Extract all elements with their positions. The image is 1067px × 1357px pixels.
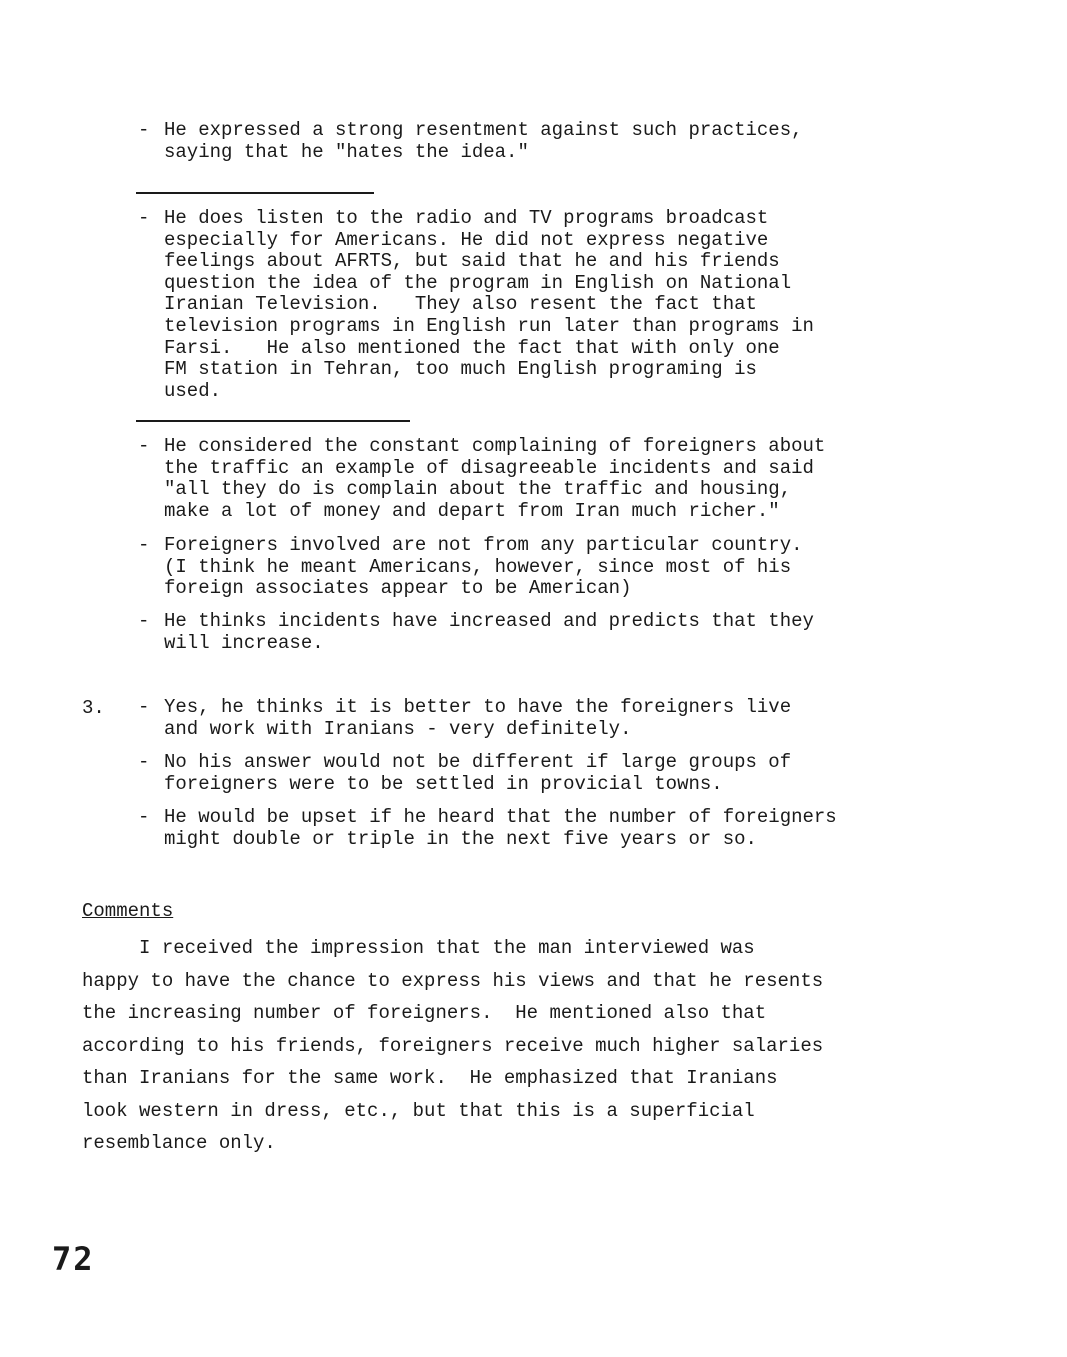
bullet-dash: - [138, 119, 150, 141]
bullet-line: He expressed a strong resentment against such practices, [164, 119, 803, 141]
bullet-dash: - [138, 207, 150, 229]
bullet-line: Foreigners involved are not from any particular country. [164, 534, 803, 556]
bullet-line: the traffic an example of disagreeable incidents and said [164, 456, 814, 479]
bullet-line: used. [164, 379, 222, 402]
bullet-line: question the idea of the program in English on National [164, 271, 792, 294]
bullet-text [164, 611, 814, 654]
bullet-line: television programs in English run later than programs in [164, 314, 814, 337]
bullet-line: will increase. [164, 631, 324, 654]
comments-line: according to his friends, foreigners receive much higher salaries [82, 1034, 824, 1057]
comments-line: happy to have the chance to express his views and that he resents [82, 969, 824, 992]
bullet-line: saying that he "hates the idea." [164, 140, 529, 163]
bullet-dash: - [138, 534, 150, 556]
bullet-line: make a lot of money and depart from Iran much richer." [164, 499, 780, 522]
bullet-line: He considered the constant complaining of foreigners about [164, 435, 826, 457]
bullet-line: Iranian Television. They also resent the fact that [164, 293, 757, 316]
separator-rule [136, 420, 410, 422]
bullet-line: No his answer would not be different if large groups of [164, 751, 792, 773]
bullet-text [164, 120, 803, 163]
bullet-text [164, 807, 837, 850]
item-number: 3. [82, 697, 105, 719]
comments-line: look western in dress, etc., but that this is a superficial [82, 1099, 755, 1122]
bullet-line: "all they do is complain about the traffic and housing, [164, 478, 792, 501]
bullet-text [164, 752, 791, 795]
bullet-line: Farsi. He also mentioned the fact that with only one [164, 336, 780, 359]
bullet-dash: - [138, 435, 150, 457]
separator-rule [136, 192, 374, 194]
bullet-line: He would be upset if he heard that the number of foreigners [164, 806, 837, 828]
bullet-line: and work with Iranians - very definitely. [164, 717, 632, 740]
bullet-dash: - [138, 751, 150, 773]
comments-line: I received the impression that the man interviewed was [82, 937, 755, 959]
bullet-text [164, 436, 825, 522]
bullet-text [164, 535, 803, 600]
bullet-line: FM station in Tehran, too much English programing is [164, 358, 757, 381]
bullet-line: foreigners were to be settled in provicial towns. [164, 772, 723, 795]
bullet-line: feelings about AFRTS, but said that he and his friends [164, 250, 780, 273]
bullet-line: foreign associates appear to be American) [164, 577, 632, 600]
bullet-dash: - [138, 610, 150, 632]
bullet-dash: - [138, 806, 150, 828]
bullet-line: might double or triple in the next five years or so. [164, 827, 757, 850]
bullet-text [164, 208, 814, 402]
bullet-line: (I think he meant Americans, however, since most of his [164, 555, 792, 578]
page-number: 72 [52, 1240, 95, 1278]
bullet-line: He thinks incidents have increased and predicts that they [164, 610, 814, 632]
bullet-line: He does listen to the radio and TV programs broadcast [164, 207, 769, 229]
comments-heading: Comments [82, 900, 174, 922]
bullet-text [164, 697, 791, 740]
comments-line: the increasing number of foreigners. He mentioned also that [82, 1002, 767, 1024]
comments-line: than Iranians for the same work. He emphasized that Iranians [82, 1067, 778, 1089]
bullet-dash: - [138, 696, 150, 718]
comments-body [82, 932, 823, 1160]
bullet-line: Yes, he thinks it is better to have the foreigners live [164, 696, 792, 718]
comments-line: resemblance only. [82, 1132, 276, 1154]
bullet-line: especially for Americans. He did not express negative [164, 228, 769, 251]
